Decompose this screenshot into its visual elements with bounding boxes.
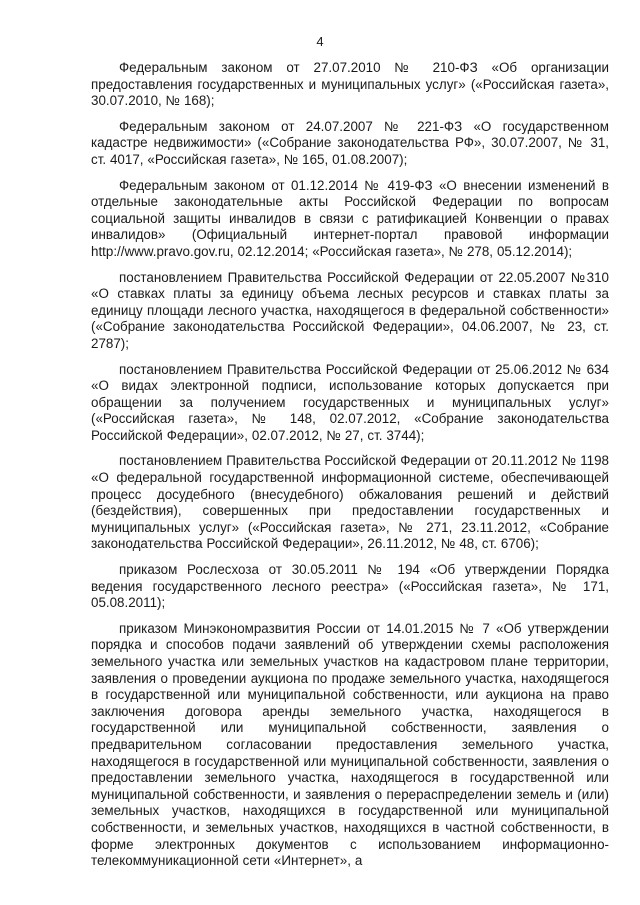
paragraph-resolution-634: постановлением Правительства Российской Федерации от 25.06.2012 № 634 «О видах электронной подписи, использование которых допускается при обращении за получением государственных и муниципальных услуг» («Российская газета», № 148, 02.07.2012, «Собрание законодательства Российской Федерации», 02.07.2012, № 27, ст. 3744); <box>91 361 609 443</box>
paragraph-resolution-1198: постановлением Правительства Российской Федерации от 20.11.2012 № 1198 «О федеральной государственной информационной системе, обеспечивающей процесс досудебного (внесудебного) обжалования решений и действий (бездействия), совершенных при предоставлении государственных и муниципальных услуг» («Российская газета», № 271, 23.11.2012, «Собрание законодательства Российской Федерации», 26.11.2012, № 48, ст. 6706); <box>91 453 609 552</box>
page-number: 4 <box>316 34 324 49</box>
paragraph-law-419fz: Федеральным законом от 01.12.2014 № 419-ФЗ «О внесении изменений в отдельные законодательные акты Российской Федерации по вопросам социальной защиты инвалидов в связи с ратификацией Конвенции о правах инвалидов» (Официальный интернет-портал правовой информации http://www.pravo.gov.ru, 02.12.2014; «Российская газета», № 278, 05.12.2014); <box>91 177 609 259</box>
paragraph-law-210fz: Федеральным законом от 27.07.2010 № 210-ФЗ «Об организации предоставления государственных и муниципальных услуг» («Российская газета», 30.07.2010, № 168); <box>91 60 609 109</box>
paragraph-order-7: приказом Минэкономразвития России от 14.01.2015 № 7 «Об утверждении порядка и способов подачи заявлений об утверждении схемы расположения земельного участка или земельных участков на кадастровом плане территории, заявления о проведении аукциона по продаже земельного участка, находящегося в государственной или муниципальной собственности, или аукциона на право заключения договора аренды земельного участка, находящегося в государственной или муниципальной собственности, заявления о предварительном согласовании предоставления земельного участка, находящегося в государственной или муниципальной собственности, заявления о предоставлении земельного участка, находящегося в государственной или муниципальной собственности, и заявления о перераспределении земель и (или) земельных участков, находящихся в государственной или муниципальной собственности, и земельных участков, находящихся в частной собственности, в форме электронных документов с использованием информационно-телекоммуникационной сети «Интернет», а <box>91 620 609 869</box>
paragraph-law-221fz: Федеральным законом от 24.07.2007 № 221-ФЗ «О государственном кадастре недвижимости» («Собрание законодательства РФ», 30.07.2007, № 31, ст. 4017, «Российская газета», № 165, 01.08.2007); <box>91 118 609 167</box>
paragraph-order-194: приказом Рослесхоза от 30.05.2011 № 194 «Об утверждении Порядка ведения государственного лесного реестра» («Российская газета», № 171, 05.08.2011); <box>91 562 609 611</box>
paragraph-resolution-310: постановлением Правительства Российской Федерации от 22.05.2007 №310 «О ставках платы за единицу объема лесных ресурсов и ставках платы за единицу площади лесного участка, находящегося в федеральной собственности» («Собрание законодательства Российской Федерации», 04.06.2007, № 23, ст. 2787); <box>91 269 609 351</box>
document-body <box>91 60 609 879</box>
